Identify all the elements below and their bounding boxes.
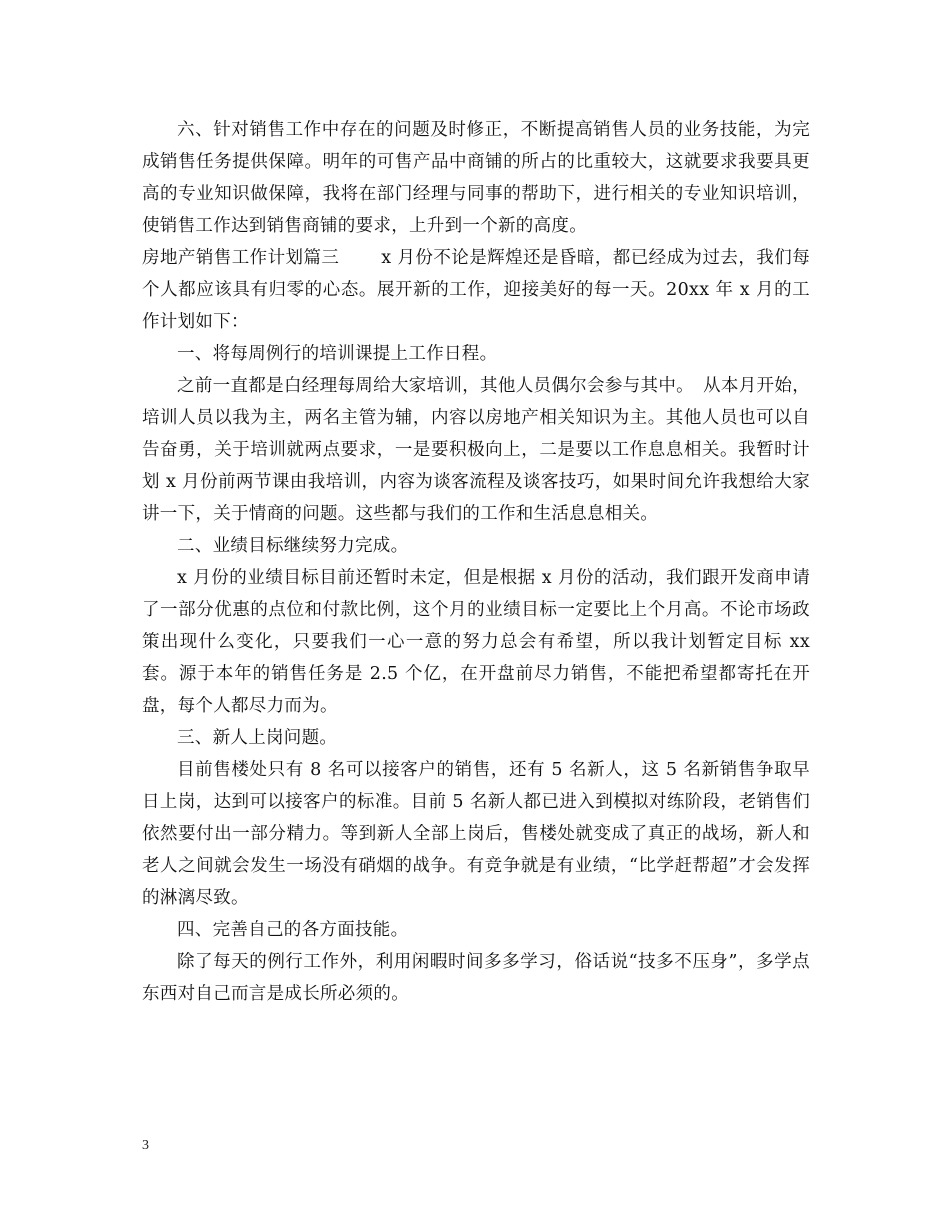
heading-new-staff: 三、新人上岗问题。 xyxy=(177,728,338,748)
paragraph-training-details: 之前一直都是白经理每周给大家培训，其他人员偶尔会参与其中。 从本月开始，培训人员以我为主，两名主管为辅，内容以房地产相关知识为主。其他人员也可以自告奋勇，关于培训就两点要求，一是要积极向上，二是要以工作息息相关。我暂时计划 x 月份前两节课由我培训，内容为谈客流程及谈客技巧，如果时间允许我想给大家讲一下，关于情商的问题。这些都与我们的工作和生活息息相关。 xyxy=(142,376,810,524)
paragraph-performance-details: x 月份的业绩目标目前还暂时未定，但是根据 x 月份的活动，我们跟开发商申请了一部分优惠的点位和付款比例，这个月的业绩目标一定要比上个月高。不论市场政策出现什么变化，只要我们一心一意的努力总会有希望，所以我计划暂定目标 xx 套。源于本年的销售任务是 2.5 个亿，在开盘前尽力销售，不能把希望都寄托在开盘，每个人都尽力而为。 xyxy=(142,568,810,716)
document-body xyxy=(142,114,810,1010)
paragraph-new-staff-details: 目前售楼处只有 8 名可以接客户的销售，还有 5 名新人，这 5 名新销售争取早日上岗，达到可以接客户的标准。目前 5 名新人都已进入到模拟对练阶段，老销售们依然要付出一部分精力。等到新人全部上岗后，售楼处就变成了真正的战场，新人和老人之间就会发生一场没有硝烟的战争。有竞争就是有业绩，“比学赶帮超”才会发挥的淋漓尽致。 xyxy=(142,760,810,908)
heading-self-improvement: 四、完善自己的各方面技能。 xyxy=(177,920,409,940)
paragraph-plan-three-intro: 房地产销售工作计划篇三 x 月份不论是辉煌还是昏暗，都已经成为过去，我们每个人都应该具有归零的心态。展开新的工作，迎接美好的每一天。20xx 年 x 月的工作计划如下： xyxy=(142,248,810,332)
paragraph-self-improvement-details: 除了每天的例行工作外，利用闲暇时间多多学习，俗话说“技多不压身”，多学点东西对自己而言是成长所必须的。 xyxy=(142,952,810,1004)
heading-training-schedule: 一、将每周例行的培训课提上工作日程。 xyxy=(177,344,498,364)
page-number: 3 xyxy=(142,1138,149,1153)
paragraph-section-six: 六、针对销售工作中存在的问题及时修正，不断提高销售人员的业务技能，为完成销售任务提供保障。明年的可售产品中商铺的所占的比重较大，这就要求我要具更高的专业知识做保障，我将在部门经理与同事的帮助下，进行相关的专业知识培训，使销售工作达到销售商铺的要求，上升到一个新的高度。 xyxy=(142,120,810,236)
heading-performance-target: 二、业绩目标继续努力完成。 xyxy=(177,536,409,556)
